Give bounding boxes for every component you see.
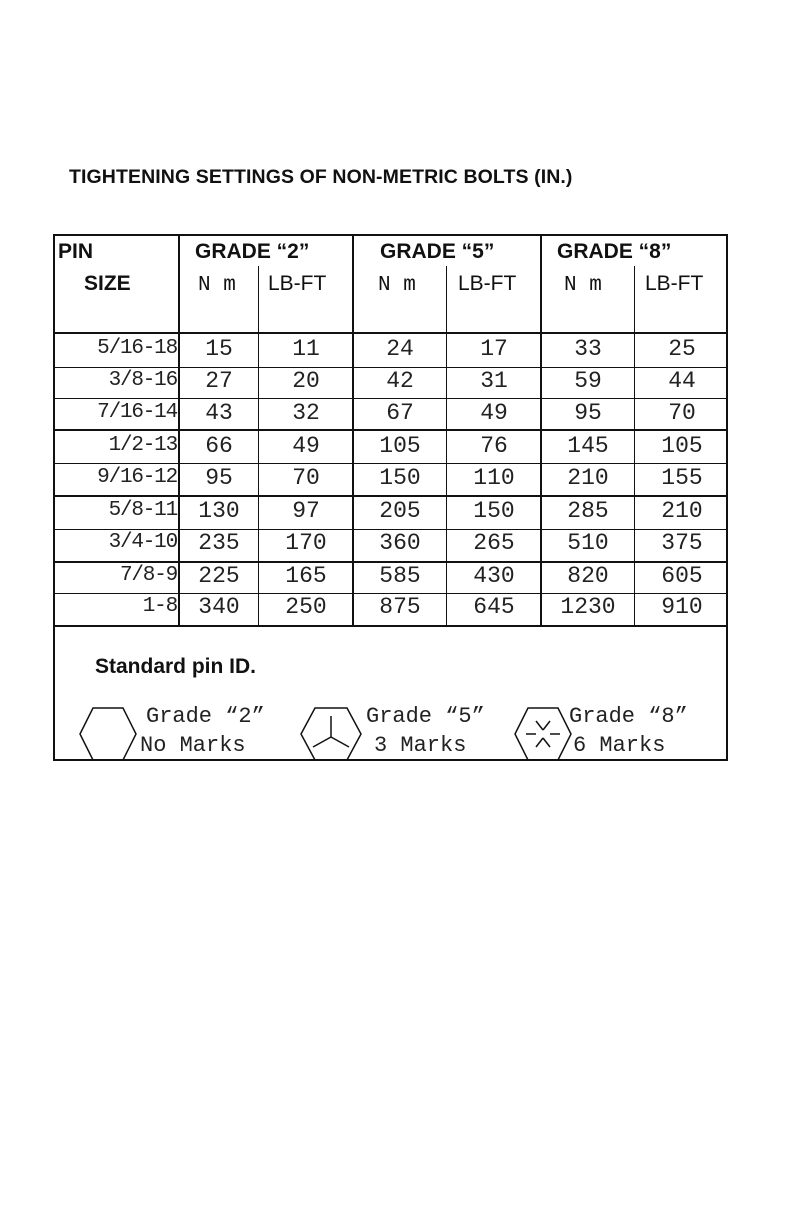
nm-value-cell: 24 [386, 336, 414, 362]
pin-size-cell: 1-8 [142, 595, 177, 618]
lbft-value-cell: 105 [661, 433, 703, 459]
nm-value-cell: 510 [567, 530, 609, 556]
hexagon-3-marks-icon [300, 707, 362, 761]
pin-size-cell: 5/16-18 [97, 337, 177, 360]
lbft-value-cell: 17 [480, 336, 508, 362]
grade2-legend: Grade “2” [146, 704, 265, 729]
lbft-value-cell: 155 [661, 465, 703, 491]
lbft-value-cell: 150 [473, 498, 515, 524]
nm-value-cell: 15 [205, 336, 233, 362]
lbft-value-cell: 170 [285, 530, 327, 556]
lbft-value-cell: 76 [480, 433, 508, 459]
nm-value-cell: 33 [574, 336, 602, 362]
grade8-header: GRADE “8” [557, 240, 672, 263]
row-line [53, 495, 728, 497]
size-header: SIZE [84, 272, 131, 295]
page-title: TIGHTENING SETTINGS OF NON-METRIC BOLTS (IN.) [69, 166, 573, 188]
lbft-value-cell: 110 [473, 465, 515, 491]
nm-value-cell: 105 [379, 433, 421, 459]
pin-size-cell: 1/2-13 [108, 434, 177, 457]
nm-value-cell: 42 [386, 368, 414, 394]
nm-value-cell: 43 [205, 400, 233, 426]
header-bottom-line [53, 332, 728, 334]
nm-value-cell: 210 [567, 465, 609, 491]
nm-value-cell: 145 [567, 433, 609, 459]
pin-size-cell: 3/8-16 [108, 369, 177, 392]
nm-value-cell: 66 [205, 433, 233, 459]
lbft-value-cell: 49 [480, 400, 508, 426]
lbft-header: LB-FT [268, 272, 327, 295]
lbft-value-cell: 430 [473, 563, 515, 589]
nm-value-cell: 875 [379, 594, 421, 620]
table-bottom-line [53, 625, 728, 627]
pin-size-cell: 9/16-12 [97, 466, 177, 489]
hexagon-no-marks-icon [79, 707, 137, 761]
grade5-legend: Grade “5” [366, 704, 485, 729]
lbft-value-cell: 165 [285, 563, 327, 589]
lbft-value-cell: 44 [668, 368, 696, 394]
row-line [53, 398, 728, 399]
nm-header: N m [198, 274, 236, 297]
nm-value-cell: 585 [379, 563, 421, 589]
nm-value-cell: 340 [198, 594, 240, 620]
nm-header: N m [564, 274, 602, 297]
grade5-header: GRADE “5” [380, 240, 495, 263]
nm-value-cell: 59 [574, 368, 602, 394]
nm-value-cell: 150 [379, 465, 421, 491]
nm-value-cell: 225 [198, 563, 240, 589]
nm-value-cell: 1230 [560, 594, 616, 620]
nm-value-cell: 285 [567, 498, 609, 524]
grade8-legend: Grade “8” [569, 704, 688, 729]
nm-value-cell: 820 [567, 563, 609, 589]
lbft-value-cell: 910 [661, 594, 703, 620]
divider-grade5 [446, 266, 447, 627]
nm-value-cell: 95 [205, 465, 233, 491]
nm-value-cell: 95 [574, 400, 602, 426]
lbft-value-cell: 31 [480, 368, 508, 394]
lbft-header: LB-FT [645, 272, 704, 295]
row-line [53, 429, 728, 431]
lbft-value-cell: 70 [668, 400, 696, 426]
lbft-value-cell: 49 [292, 433, 320, 459]
lbft-value-cell: 32 [292, 400, 320, 426]
row-line [53, 463, 728, 464]
grade8-marks: 6 Marks [573, 733, 666, 758]
lbft-value-cell: 250 [285, 594, 327, 620]
pin-header: PIN [58, 240, 94, 263]
lbft-value-cell: 97 [292, 498, 320, 524]
lbft-value-cell: 605 [661, 563, 703, 589]
lbft-value-cell: 70 [292, 465, 320, 491]
nm-value-cell: 205 [379, 498, 421, 524]
pin-size-cell: 3/4-10 [108, 531, 177, 554]
lbft-header: LB-FT [458, 272, 517, 295]
nm-value-cell: 235 [198, 530, 240, 556]
pin-size-cell: 7/8-9 [119, 564, 177, 587]
nm-value-cell: 130 [198, 498, 240, 524]
lbft-value-cell: 265 [473, 530, 515, 556]
lbft-value-cell: 210 [661, 498, 703, 524]
lbft-value-cell: 11 [292, 336, 320, 362]
nm-header: N m [378, 274, 416, 297]
pin-size-cell: 7/16-14 [97, 401, 177, 424]
standard-pin-id-title: Standard pin ID. [95, 655, 257, 678]
pin-size-cell: 5/8-11 [108, 499, 177, 522]
divider-grade8 [634, 266, 635, 627]
nm-value-cell: 360 [379, 530, 421, 556]
grade2-header: GRADE “2” [195, 240, 310, 263]
grade5-marks: 3 Marks [374, 733, 467, 758]
nm-value-cell: 27 [205, 368, 233, 394]
nm-value-cell: 67 [386, 400, 414, 426]
hexagon-6-marks-icon [514, 707, 572, 761]
lbft-value-cell: 645 [473, 594, 515, 620]
lbft-value-cell: 20 [292, 368, 320, 394]
grade2-marks: No Marks [140, 733, 246, 758]
lbft-value-cell: 25 [668, 336, 696, 362]
lbft-value-cell: 375 [661, 530, 703, 556]
